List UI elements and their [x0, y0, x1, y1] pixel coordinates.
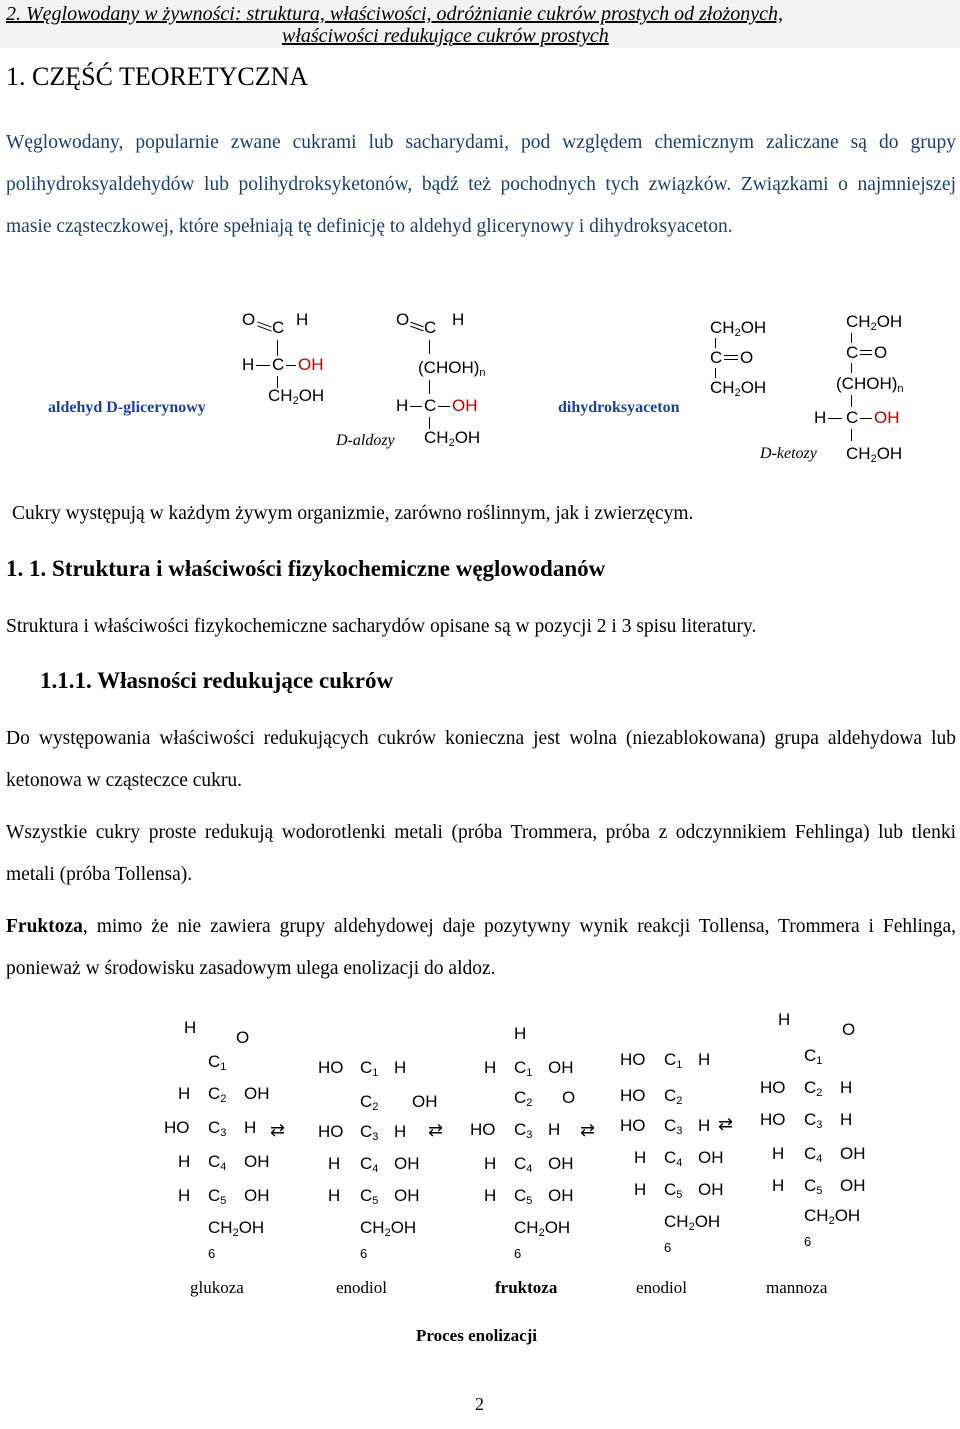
figure-enolization: H O $C_1$ H $C_2$ OH HO $C_3$ H H $C_4$ OH H $C_5$ OH $CH_2OH$ 6 ⇄ HO $C_1$ H $C_2$ OH HO $C_3$ H H $C_4$ OH H $C_5$ OH $CH_2OH$ 6 ⇄ H H $C_1$ OH $C_2$ O HO $C_3$ H H $C_4$ OH H $C_5$ OH $CH_2OH$ 6 ⇄ HO $C_1$ H HO $C_2$ HO $C_3$ H H $C_4$ OH H $C_5$ OH $CH_2OH$ 6 ⇄ H O $C_1$ HO $C_2$ H HO $C_3$ H H $C_4$ OH H $C_5$ OH $CH_2OH$ 6: [164, 1010, 866, 1261]
structure-paragraph: Struktura i właściwości fizykochemiczne sacharydów opisane są w pozycji 2 i 3 spisu literatury.: [6, 616, 757, 637]
name-mannoza: mannoza: [766, 1278, 828, 1297]
name-enodiol-2: enodiol: [636, 1278, 687, 1297]
subsection-title: 1. 1. Struktura i właściwości fizykochemiczne węglowodanów: [6, 556, 606, 581]
label-d-aldozy: D-aldozy: [336, 432, 395, 449]
name-fruktoza: fruktoza: [495, 1278, 558, 1297]
fructose-text: , mimo że nie zawiera grupy aldehydowej daje pozytywny wynik reakcji Tollensa, Trommera i Fehlinga, ponieważ w środowisku zasadowym ulega enolizacji do aldoz.: [6, 916, 956, 979]
label-dihydroksyaceton: dihydroksyaceton: [558, 399, 680, 416]
name-enodiol-1: enodiol: [336, 1278, 387, 1297]
header-line-1: 2. Węglowodany w żywności: struktura, właściwości, odróżnianie cukrów prostych od złożonych,: [6, 3, 783, 25]
sugars-sentence: Cukry występują w każdym żywym organizmie, zarówno roślinnym, jak i zwierzęcym.: [12, 503, 694, 524]
name-glukoza: glukoza: [190, 1278, 244, 1297]
figure-caption: Proces enolizacji: [416, 1326, 538, 1345]
label-aldehyd-glicerynowy: aldehyd D-glicerynowy: [48, 399, 206, 416]
label-d-ketozy: D-ketozy: [760, 445, 817, 462]
intro-paragraph: Węglowodany, popularnie zwane cukrami lub sacharydami, pod względem chemicznym zaliczane są do grupy polihydroksyaldehydów lub polihydroksyketonów, bądź też pochodnych tych związków. Związkami o najmniejszej masie cząsteczkowej, które spełniają tę definicję to aldehyd glicerynowy i dihydroksyaceton.: [6, 132, 956, 237]
reducing-paragraph-2: Wszystkie cukry proste redukują wodorotlenki metali (próba Trommera, próba z odczynnikiem Fehlinga) lub tlenki metali (próba Tollensa).: [6, 822, 956, 885]
fructose-paragraph: [6, 906, 956, 990]
section-title: 1. CZĘŚĆ TEORETYCZNA: [6, 62, 309, 91]
fructose-bold: Fruktoza: [6, 916, 83, 937]
reducing-paragraph-1: Do występowania właściwości redukujących cukrów konieczna jest wolna (niezablokowana) grupa aldehydowa lub ketonowa w cząsteczce cukru.: [6, 728, 956, 791]
figure-trioses: O C H H C OH $CH_2OH$ aldehyd D-glicerynowy O C H $(CHOH)_n$ H C OH $CH_2OH$ D-aldozy dihydroksyaceton $CH_2OH$ C O $CH_2OH$ $CH_2OH$ C O $(CHOH)_n$ H C OH $CH_2OH$ D-ketozy: [48, 310, 904, 465]
page-number: 2: [475, 1394, 484, 1414]
subsubsection-title: 1.1.1. Własności redukujące cukrów: [40, 668, 394, 693]
header-line-2: właściwości redukujące cukrów prostych: [282, 25, 609, 47]
